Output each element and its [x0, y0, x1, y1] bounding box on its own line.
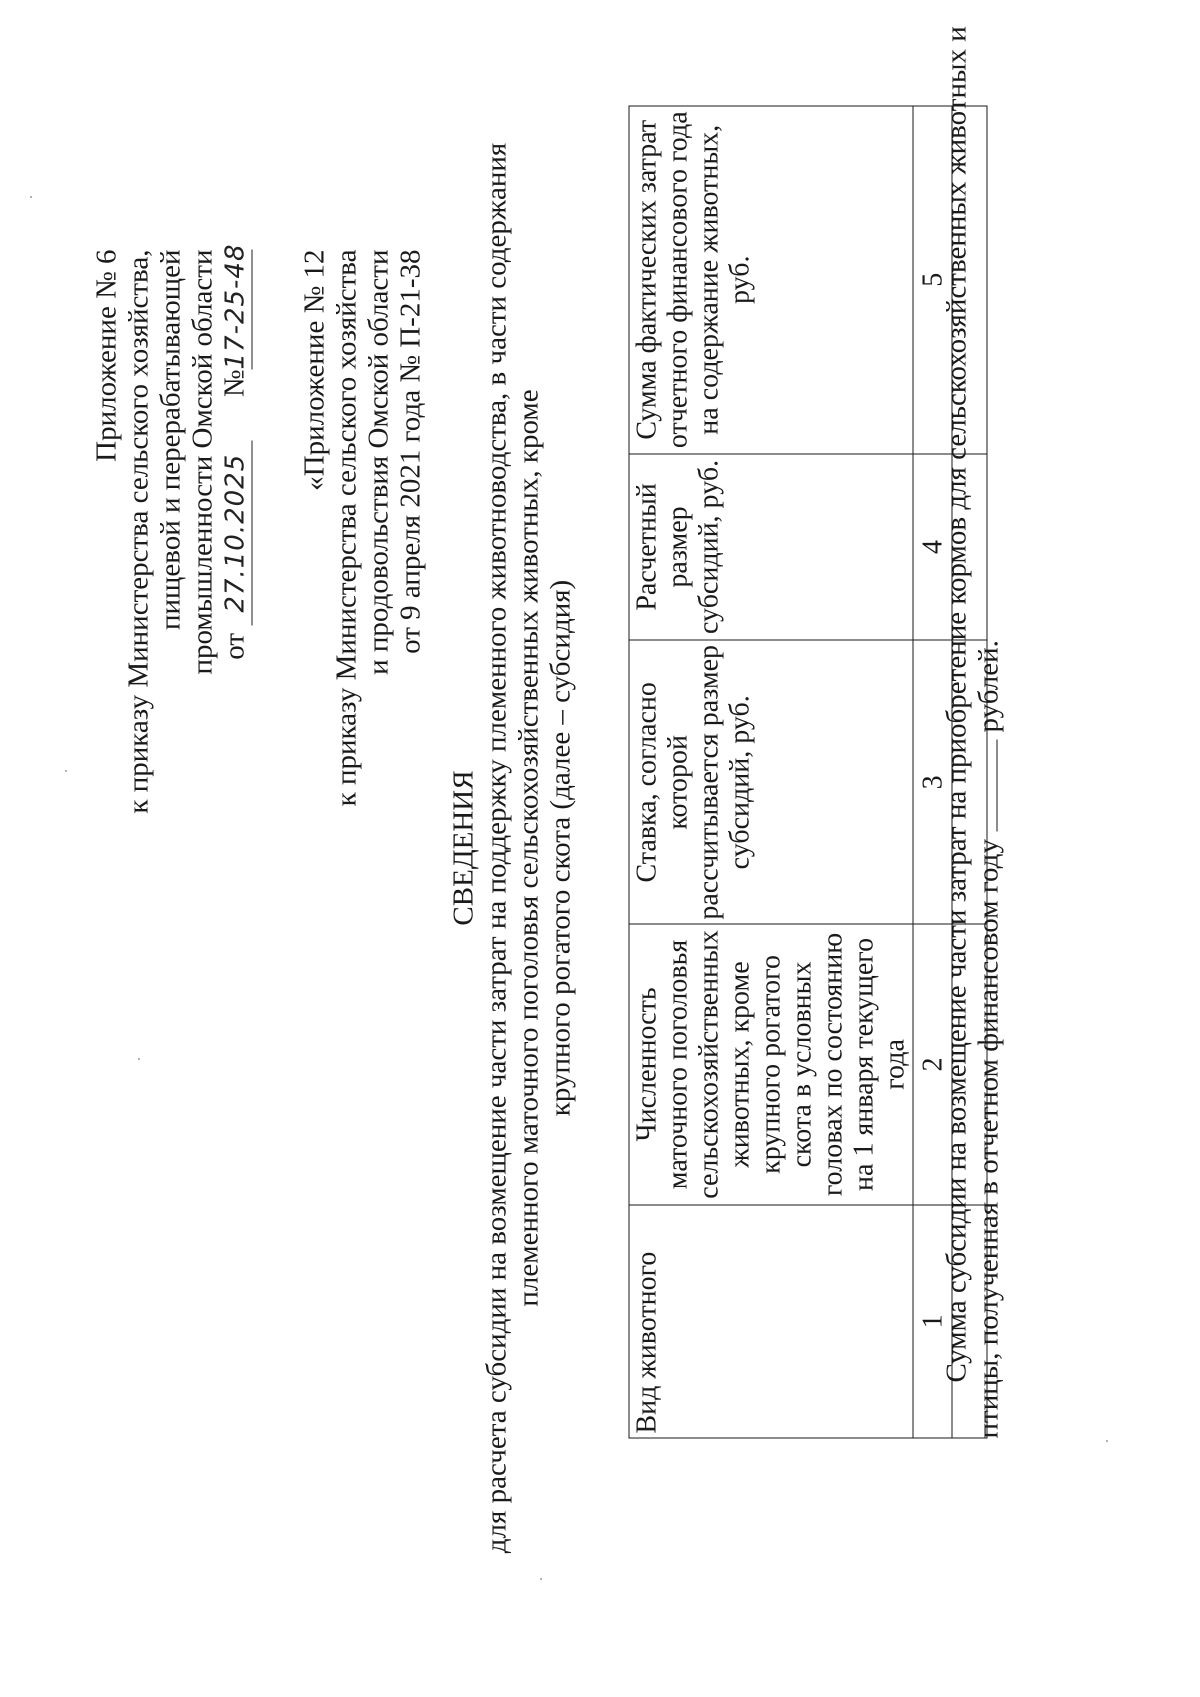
appendix-6-line4: промышленности Омской области — [186, 249, 219, 675]
appendix-12-line2: к приказу Министерства сельского хозяйства — [330, 249, 363, 807]
appendix-6-date-line — [218, 243, 253, 814]
column-number-2: 2 — [913, 924, 952, 1204]
appendix-12-line3: и продовольствия Омской области — [362, 249, 395, 675]
header-actual-costs: Сумма фактических затрат отчетного финансового года на содержание животных, руб. — [629, 106, 913, 454]
subsidy-table — [629, 26, 988, 1439]
document-subtitle — [481, 0, 577, 1697]
footer-line-2-start: птицы, полученная в отчетном финансовом году — [972, 839, 1005, 1439]
header-animal-type: Вид животного — [629, 1205, 913, 1438]
column-number-5: 5 — [913, 106, 952, 454]
scan-speck — [138, 1058, 140, 1060]
header-rate: Ставка, согласно которой рассчитывается размер субсидий, руб. — [629, 640, 913, 924]
document-title: СВЕДЕНИЯ — [447, 770, 480, 926]
number-prefix: № — [218, 369, 251, 398]
footer-line-1: Сумма субсидии на возмещение части затрат на приобретение кормов для сельскохозяйственных животных и — [940, 26, 973, 1383]
footer-line-2-end: рублей. — [972, 640, 1005, 733]
appendix-6-block — [90, 243, 253, 814]
scan-speck — [1106, 1440, 1108, 1442]
amount-blank — [975, 740, 998, 832]
handwritten-date: 27.10.2025 — [220, 441, 253, 626]
appendix-6-title: Приложение № 6 — [90, 249, 123, 462]
table-header-row — [629, 106, 913, 1438]
column-number-1: 1 — [913, 1205, 952, 1438]
scan-speck — [30, 196, 32, 198]
footer-text — [940, 26, 1005, 1439]
subtitle-line-2: племенного маточного поголовья сельскохозяйственных животных, кроме — [512, 389, 545, 1307]
appendix-6-line2: к приказу Министерства сельского хозяйства, — [122, 249, 155, 814]
appendix-12-line4: от 9 апреля 2021 года № П-21-38 — [394, 249, 427, 654]
appendix-12-title: «Приложение № 12 — [298, 249, 331, 491]
rotated-page — [1, 0, 1200, 1697]
footer-line-2 — [973, 640, 1005, 1438]
column-number-3: 3 — [913, 640, 952, 924]
date-prefix: от — [218, 632, 251, 660]
scan-speck — [65, 770, 67, 772]
header-calculated-subsidy: Расчетный размер субсидий, руб. — [629, 454, 913, 641]
scan-speck — [540, 1578, 542, 1580]
handwritten-number: 17-25-48 — [220, 243, 251, 370]
subtitle-line-1: для расчета субсидии на возмещение части затрат на поддержку племенного животноводства, в части содержания — [480, 142, 513, 1554]
appendix-12-block — [299, 250, 427, 807]
appendix-6-line3: пищевой и перерабатывающей — [154, 249, 187, 631]
subtitle-line-3: крупного рогатого скота (далее – субсидия) — [544, 579, 577, 1117]
column-number-4: 4 — [913, 454, 952, 641]
header-headcount: Численность маточного поголовья сельскохозяйственных животных, кроме крупного рогатого скота в условных головах по состоянию на 1 января текущего года — [629, 924, 913, 1204]
